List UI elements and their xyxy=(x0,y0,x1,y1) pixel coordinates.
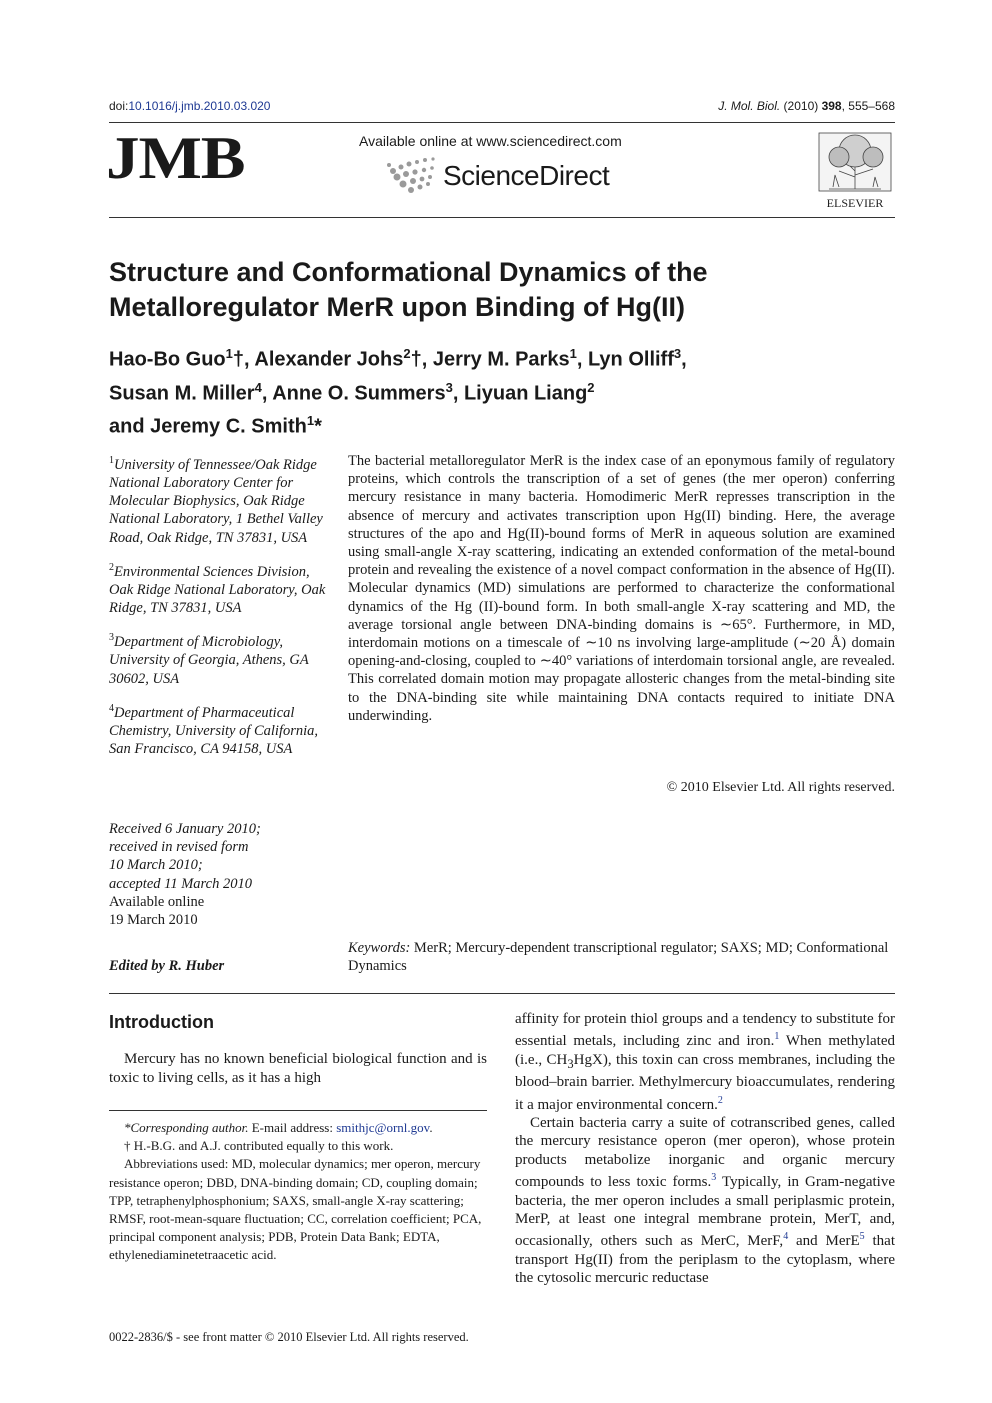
equal-contrib-mark: † xyxy=(410,348,422,371)
doi-prefix: doi: xyxy=(109,99,129,113)
affil-ref: 1 xyxy=(225,346,233,361)
abbreviations-note: Abbreviations used: MD, molecular dynamics; mer operon, mercury resistance operon; DBD, DNA-binding domain; CD, coupling domain; TPP, tetraphenylphosphonium; SAXS, small-angle X-ray scattering; RMSF, root-mean-square fluctuation; CC, correlation coefficient; PCA, principal component analysis; PDB, Protein Data Bank; EDTA, ethylenediaminetetraacetic acid. xyxy=(109,1156,482,1263)
journal-name: J. Mol. Biol. xyxy=(718,99,781,113)
abstract-text: The bacterial metalloregulator MerR is the index case of an eponymous family of regulatory proteins, which controls the transcription of a set of genes (the mer operon) conferring mercury resistance in many bacteria. Homodimeric MerR represses transcription in the absence of mercury and activates transcription upon Hg(II) binding. Here, the average structures of the apo and Hg(II)-bound forms of MerR in aqueous solution are examined using small-angle X-ray scattering, indicating an extended conformation of the metal-bound protein and revealing the existence of a novel compact conformation in the absence of Hg(II). Molecular dynamics (MD) simulations are performed to characterize the conformational dynamics of the Hg (II)-bound form. In both small-angle X-ray scattering and MD, the average torsional angle between DNA-binding domains is ∼65°. Furthermore, in MD, interdomain motions on a timescale of ∼10 ns involving large-amplitude (∼20 Å) domain opening-and-closing, coupled to ∼40° variations of interdomain torsional angle, are revealed. This correlated domain motion may propagate allosteric changes from the metal-binding site to the DNA-binding site while maintaining DNA contacts required to initiate DNA underwinding. xyxy=(348,453,895,724)
corresponding-mark: * xyxy=(314,415,322,438)
text-run: and MerE xyxy=(788,1233,860,1250)
online-date: 19 March 2010 xyxy=(109,912,198,929)
abstract-rule xyxy=(109,993,895,994)
affiliations xyxy=(109,452,334,770)
corr-email-label: E-mail address: xyxy=(251,1120,333,1135)
article-history xyxy=(109,820,334,929)
text-run: affinity for protein thiol groups and a tendency to substitute for essential metals, including zinc and iron. xyxy=(515,1011,895,1050)
equal-contribution-note: † H.-B.G. and A.J. contributed equally to this work. xyxy=(124,1138,394,1154)
intro-paragraph: Mercury has no known beneficial biological function and is toxic to living cells, as it has a high xyxy=(109,1051,487,1086)
corr-label: *Corresponding author. xyxy=(124,1120,249,1135)
author-name: Anne O. Summers xyxy=(272,382,446,405)
journal-reference: J. Mol. Biol. (2010) 398, 555–568 xyxy=(718,99,895,113)
affil-number: 1 xyxy=(109,455,114,466)
affiliation xyxy=(109,700,334,758)
footnotes xyxy=(109,1119,487,1265)
subscript: 3 xyxy=(567,1056,574,1071)
text-run: Certain bacteria carry a suite of cotranscribed genes, called the mercury resistance operon (mer operon), whose protein products metabolize inorganic and organic mercury compounds to less toxic forms. xyxy=(515,1115,895,1191)
affil-text: Department of Pharmaceutical Chemistry, University of California, San Francisco, CA 94158, USA xyxy=(109,704,319,757)
article-title xyxy=(109,255,869,325)
affil-number: 4 xyxy=(109,702,114,714)
text-run: that transport Hg(II) from the periplasm to the cytoplasm, where the cytosolic mercuric reductase xyxy=(515,1233,895,1287)
citation-ref[interactable]: 4 xyxy=(783,1231,789,1243)
accepted-date: accepted 11 March 2010 xyxy=(109,875,252,892)
text-run: Typically, in Gram-negative bacteria, the mer operon includes a small periplasmic protein, MerP, at least one integral membrane protein, MerT, and, occasionally, others such as MerC, MerF, xyxy=(515,1174,895,1250)
citation-ref[interactable]: 2 xyxy=(717,1094,723,1106)
body-column-2 xyxy=(515,1010,895,1288)
available-online-text: Available online at www.sciencedirect.com xyxy=(359,133,622,149)
journal-volume: 398 xyxy=(821,99,842,113)
journal-year: (2010) xyxy=(783,99,819,113)
edited-by: Edited by R. Huber xyxy=(109,958,225,974)
affil-text: University of Tennessee/Oak Ridge National Laboratory Center for Molecular Biophysics, Oak Ridge National Laboratory, 1 Bethel Valley Road, Oak Ridge, TN 37831, USA xyxy=(109,456,323,546)
sciencedirect-wordmark: ScienceDirect xyxy=(443,160,610,191)
paragraph xyxy=(515,1114,895,1288)
citation-ref[interactable]: 1 xyxy=(774,1031,780,1043)
author-name: Liyuan Liang xyxy=(463,382,588,405)
keywords xyxy=(348,939,895,975)
section-heading-introduction: Introduction xyxy=(109,1012,214,1032)
affil-ref: 1 xyxy=(569,346,577,361)
corr-email-link[interactable]: smithjc@ornl.gov xyxy=(336,1120,430,1135)
author-name: Susan M. Miller xyxy=(109,382,255,405)
doi-link[interactable]: 10.1016/j.jmb.2010.03.020 xyxy=(128,99,271,113)
abstract-copyright: © 2010 Elsevier Ltd. All rights reserved. xyxy=(666,780,895,795)
author-name: and Jeremy C. Smith xyxy=(109,415,307,438)
citation-ref[interactable]: 3 xyxy=(711,1172,717,1184)
affil-text: Department of Microbiology, University of Georgia, Athens, GA 30602, USA xyxy=(109,634,309,687)
affiliation xyxy=(109,452,334,547)
affil-ref: 4 xyxy=(254,379,262,395)
elsevier-tree-logo xyxy=(815,131,895,211)
paragraph xyxy=(515,1010,895,1114)
author-name: Hao-Bo Guo xyxy=(109,348,226,371)
journal-pages: 555–568 xyxy=(848,99,895,113)
affil-number: 2 xyxy=(109,561,114,573)
title-line-2: Metalloregulator MerR upon Binding of Hg(II) xyxy=(109,292,685,322)
author-list: Hao-Bo Guo$^1$†, Alexander Johs$^2$†, Jerry M. Parks$^1$, Lyn Olliff$^3$, Susan M. Miller$^4$, Anne O. Summers$^3$, Liyuan Liang$^2$ and Jeremy C. Smith$^1$* xyxy=(109,346,687,438)
author-name: Jerry M. Parks xyxy=(432,348,570,371)
affiliation xyxy=(109,559,334,617)
affil-ref: 3 xyxy=(445,379,453,395)
footnote-rule xyxy=(109,1110,487,1111)
front-matter-line: 0022-2836/$ - see front matter © 2010 Elsevier Ltd. All rights reserved. xyxy=(109,1330,469,1344)
title-line-1: Structure and Conformational Dynamics of the xyxy=(109,257,708,287)
affil-ref: 2 xyxy=(587,379,595,395)
affiliation xyxy=(109,629,334,687)
received-date: Received 6 January 2010; xyxy=(109,821,261,837)
elsevier-wordmark: ELSEVIER xyxy=(826,196,884,210)
keywords-label: Keywords: xyxy=(348,940,411,956)
affil-ref: 1 xyxy=(306,413,315,429)
revised-label: received in revised form xyxy=(109,839,249,856)
corresponding-author-note: *Corresponding author. E-mail address: smithjc@ornl.gov. xyxy=(124,1120,433,1135)
affil-number: 3 xyxy=(109,632,114,644)
masthead-rule xyxy=(109,217,895,218)
revised-date: 10 March 2010; xyxy=(109,857,203,874)
author-name: Alexander Johs xyxy=(254,348,404,371)
text-run: When methylated (i.e., CH xyxy=(515,1033,895,1068)
doi-line xyxy=(109,99,270,113)
equal-contrib-mark: † xyxy=(232,348,245,371)
jmb-logo: JMB xyxy=(106,125,245,191)
text-run: HgX), this toxin can cross membranes, including the blood–brain barrier. Methylmercury bioaccumulates, rendering it a major environmental concern. xyxy=(515,1051,895,1113)
citation-ref[interactable]: 5 xyxy=(859,1231,865,1243)
affil-text: Environmental Sciences Division, Oak Ridge National Laboratory, Oak Ridge, TN 37831, USA xyxy=(109,563,326,617)
affil-ref: 2 xyxy=(403,346,411,361)
keywords-list: MerR; Mercury-dependent transcriptional regulator; SAXS; MD; Conformational Dynamics xyxy=(348,940,889,975)
online-label: Available online xyxy=(109,893,205,910)
affil-ref: 3 xyxy=(673,346,682,361)
author-name: Lyn Olliff xyxy=(587,348,674,371)
